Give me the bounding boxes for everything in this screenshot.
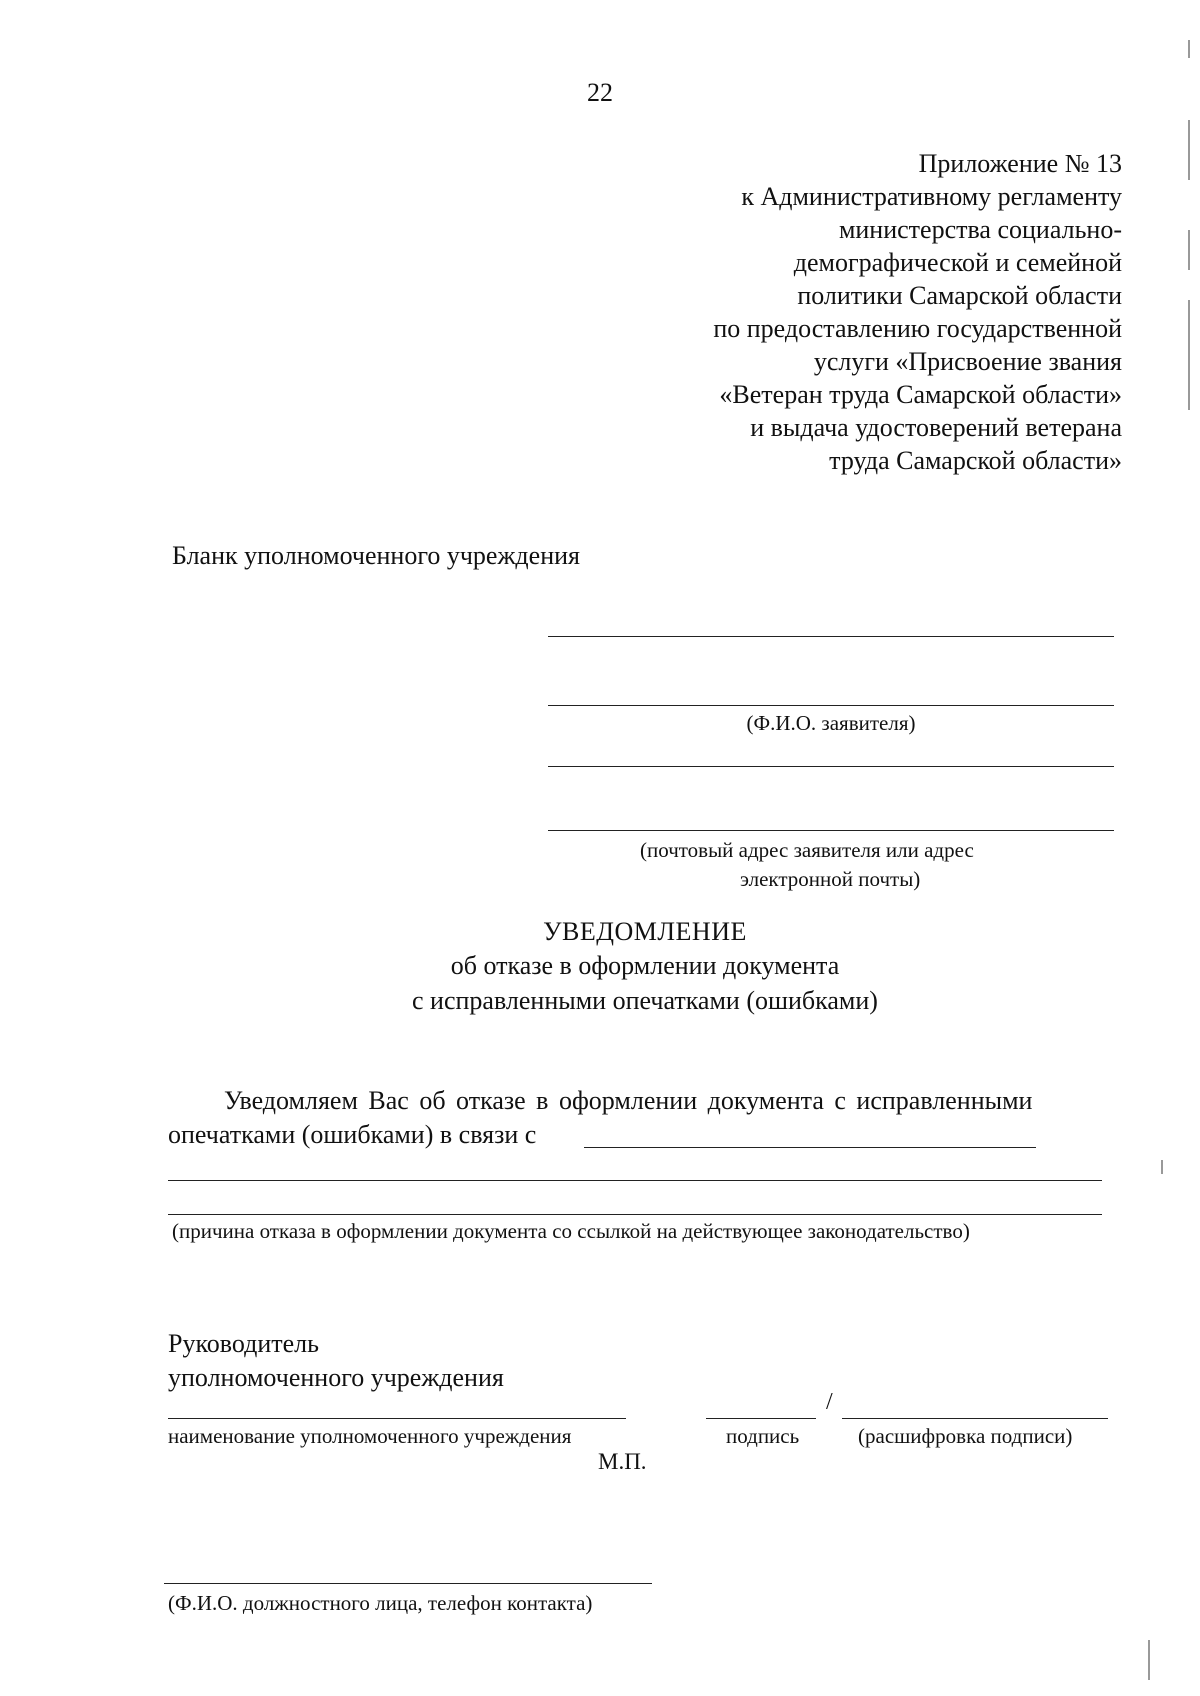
appendix-line: министерства социально- [838, 215, 1122, 244]
scan-artifact [1161, 1160, 1163, 1174]
head-label-1: Руководитель [168, 1329, 319, 1358]
appendix-header [602, 147, 1122, 477]
recipient-blank-line-2 [548, 705, 1114, 706]
scan-artifact [1188, 300, 1190, 410]
official-caption: (Ф.И.О. должностного лица, телефон контакта) [168, 1591, 593, 1615]
reason-blank-line-2 [168, 1214, 1102, 1215]
letterhead-label: Бланк уполномоченного учреждения [172, 541, 580, 570]
reason-blank-line-1 [168, 1180, 1102, 1181]
official-blank-line [164, 1583, 652, 1584]
signature-blank-line [706, 1418, 816, 1419]
appendix-line: по предоставлению государственной [713, 314, 1122, 343]
signature-decode-caption: (расшифровка подписи) [858, 1424, 1073, 1448]
recipient-blank-line-3 [548, 766, 1114, 767]
scan-artifact [1148, 1640, 1150, 1680]
appendix-line: «Ветеран труда Самарской области» [719, 380, 1122, 409]
reason-caption: (причина отказа в оформлении документа со ссылкой на действующее законодательство) [172, 1219, 970, 1243]
recipient-name-caption: (Ф.И.О. заявителя) [746, 711, 916, 735]
appendix-line: демографической и семейной [793, 248, 1122, 277]
appendix-line: Приложение № 13 [918, 149, 1122, 178]
notice-subtitle-2: с исправленными опечатками (ошибками) [412, 986, 878, 1015]
body-text-line-2: опечатками (ошибками) в связи с [168, 1120, 537, 1149]
scan-artifact [1188, 40, 1190, 58]
signature-slash: / [826, 1389, 833, 1415]
body-text-line-1: Уведомляем Вас об отказе в оформлении документа с исправленными [224, 1086, 1033, 1115]
appendix-line: политики Самарской области [797, 281, 1122, 310]
appendix-line: труда Самарской области» [829, 446, 1122, 475]
recipient-blank-line-1 [548, 636, 1114, 637]
org-name-blank-line [168, 1418, 626, 1419]
head-label-2: уполномоченного учреждения [168, 1363, 504, 1392]
notice-title: УВЕДОМЛЕНИЕ [543, 917, 747, 946]
appendix-line: услуги «Присвоение звания [813, 347, 1122, 376]
seal-label: М.П. [598, 1449, 647, 1474]
appendix-line: к Административному регламенту [741, 182, 1122, 211]
notice-subtitle-1: об отказе в оформлении документа [450, 951, 840, 980]
recipient-address-caption-2: электронной почты) [740, 867, 921, 891]
scan-artifact [1188, 120, 1190, 180]
signature-caption: подпись [726, 1424, 800, 1448]
recipient-address-caption-1: (почтовый адрес заявителя или адрес [640, 838, 974, 862]
signature-decode-blank-line [842, 1418, 1108, 1419]
org-name-caption: наименование уполномоченного учреждения [168, 1424, 572, 1448]
scan-artifact [1188, 230, 1190, 270]
appendix-line: и выдача удостоверений ветерана [750, 413, 1122, 442]
recipient-blank-line-4 [548, 830, 1114, 831]
reason-blank-inline [584, 1147, 1036, 1148]
page-number: 22 [587, 78, 613, 107]
